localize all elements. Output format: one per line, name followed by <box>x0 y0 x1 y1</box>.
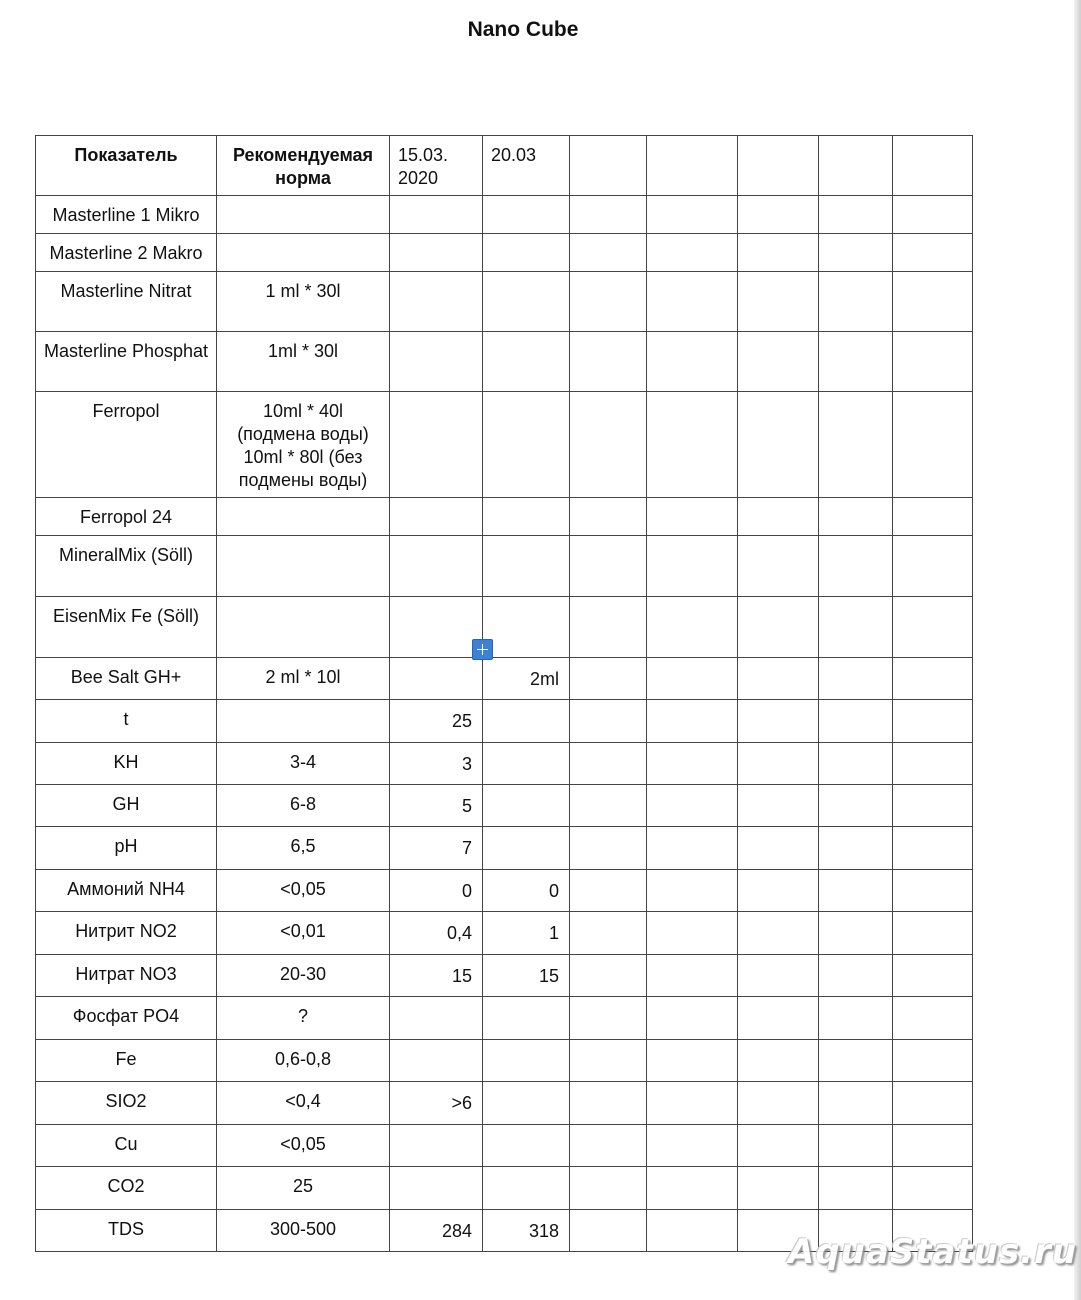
table-row <box>36 997 973 1040</box>
empty-cell[interactable] <box>570 1125 647 1167</box>
empty-cell[interactable] <box>819 196 893 234</box>
table-row <box>36 536 973 597</box>
date-2-value-cell[interactable] <box>483 785 570 827</box>
empty-cell[interactable] <box>893 498 973 536</box>
empty-cell[interactable] <box>570 1040 647 1082</box>
empty-cell[interactable] <box>738 658 819 700</box>
date-2-value-cell[interactable] <box>483 272 570 332</box>
norm-cell[interactable] <box>217 536 390 597</box>
empty-cell[interactable] <box>819 912 893 955</box>
empty-cell[interactable] <box>738 136 819 196</box>
header-norm[interactable]: Рекомендуемая норма <box>217 136 390 196</box>
empty-cell[interactable] <box>893 234 973 272</box>
table-row <box>36 1125 973 1167</box>
parameter-cell[interactable]: MineralMix (Söll) <box>36 536 217 597</box>
empty-cell[interactable] <box>893 743 973 785</box>
date-1-value-cell[interactable] <box>390 196 483 234</box>
empty-cell[interactable] <box>570 136 647 196</box>
empty-cell[interactable] <box>819 597 893 658</box>
table-row <box>36 955 973 997</box>
empty-cell[interactable] <box>738 955 819 997</box>
empty-cell[interactable] <box>893 827 973 870</box>
empty-cell[interactable] <box>893 136 973 196</box>
empty-cell[interactable] <box>647 870 738 912</box>
table-row <box>36 1082 973 1125</box>
move-handle-icon[interactable] <box>472 639 493 660</box>
empty-cell[interactable] <box>738 827 819 870</box>
date-1-value-cell[interactable]: 7 <box>390 827 483 870</box>
empty-cell[interactable] <box>819 997 893 1040</box>
date-1-value-cell[interactable] <box>390 1040 483 1082</box>
empty-cell[interactable] <box>570 536 647 597</box>
norm-cell[interactable] <box>217 234 390 272</box>
norm-cell[interactable]: 6-8 <box>217 785 390 827</box>
empty-cell[interactable] <box>893 1040 973 1082</box>
empty-cell[interactable] <box>893 196 973 234</box>
empty-cell[interactable] <box>819 658 893 700</box>
empty-cell[interactable] <box>570 955 647 997</box>
empty-cell[interactable] <box>647 234 738 272</box>
empty-cell[interactable] <box>819 1125 893 1167</box>
date-2-value-cell[interactable]: 1 <box>483 912 570 955</box>
empty-cell[interactable] <box>570 870 647 912</box>
empty-cell[interactable] <box>570 392 647 498</box>
empty-cell[interactable] <box>647 955 738 997</box>
empty-cell[interactable] <box>570 234 647 272</box>
empty-cell[interactable] <box>893 1082 973 1125</box>
table-row <box>36 498 973 536</box>
empty-cell[interactable] <box>570 1082 647 1125</box>
table-row <box>36 870 973 912</box>
empty-cell[interactable] <box>647 1082 738 1125</box>
date-1-value-cell[interactable] <box>390 272 483 332</box>
parameter-cell[interactable]: pH <box>36 827 217 870</box>
norm-cell[interactable]: ? <box>217 997 390 1040</box>
table-row <box>36 392 973 498</box>
empty-cell[interactable] <box>819 392 893 498</box>
parameter-cell[interactable]: SIO2 <box>36 1082 217 1125</box>
table-row <box>36 196 973 234</box>
date-1-value-cell[interactable]: 0 <box>390 870 483 912</box>
norm-cell[interactable]: 1 ml * 30l <box>217 272 390 332</box>
date-2-value-cell[interactable] <box>483 392 570 498</box>
empty-cell[interactable] <box>647 498 738 536</box>
empty-cell[interactable] <box>893 597 973 658</box>
empty-cell[interactable] <box>819 700 893 743</box>
empty-cell[interactable] <box>570 1167 647 1210</box>
empty-cell[interactable] <box>647 912 738 955</box>
empty-cell[interactable] <box>738 700 819 743</box>
date-1-value-cell[interactable]: >6 <box>390 1082 483 1125</box>
empty-cell[interactable] <box>819 1040 893 1082</box>
empty-cell[interactable] <box>819 870 893 912</box>
table-row <box>36 912 973 955</box>
empty-cell[interactable] <box>819 785 893 827</box>
empty-cell[interactable] <box>647 1167 738 1210</box>
date-1-value-cell[interactable]: 284 <box>390 1210 483 1252</box>
date-2-value-cell[interactable] <box>483 234 570 272</box>
norm-cell[interactable]: 25 <box>217 1167 390 1210</box>
empty-cell[interactable] <box>893 658 973 700</box>
empty-cell[interactable] <box>738 597 819 658</box>
empty-cell[interactable] <box>819 1167 893 1210</box>
date-2-value-cell[interactable] <box>483 700 570 743</box>
date-1-value-cell[interactable] <box>390 997 483 1040</box>
empty-cell[interactable] <box>647 536 738 597</box>
table-row <box>36 658 973 700</box>
norm-cell[interactable]: 6,5 <box>217 827 390 870</box>
date-1-value-cell[interactable] <box>390 498 483 536</box>
empty-cell[interactable] <box>738 392 819 498</box>
date-2-value-cell[interactable] <box>483 597 570 658</box>
empty-cell[interactable] <box>738 743 819 785</box>
empty-cell[interactable] <box>647 1040 738 1082</box>
empty-cell[interactable] <box>893 785 973 827</box>
empty-cell[interactable] <box>647 1210 738 1252</box>
empty-cell[interactable] <box>738 1082 819 1125</box>
date-1-value-cell[interactable] <box>390 658 483 700</box>
date-2-value-cell[interactable] <box>483 1125 570 1167</box>
empty-cell[interactable] <box>738 536 819 597</box>
empty-cell[interactable] <box>819 332 893 392</box>
date-1-value-cell[interactable]: 3 <box>390 743 483 785</box>
empty-cell[interactable] <box>893 955 973 997</box>
date-1-value-cell[interactable] <box>390 392 483 498</box>
norm-cell[interactable]: 300-500 <box>217 1210 390 1252</box>
empty-cell[interactable] <box>647 136 738 196</box>
date-2-value-cell[interactable] <box>483 536 570 597</box>
empty-cell[interactable] <box>819 1082 893 1125</box>
empty-cell[interactable] <box>738 498 819 536</box>
date-2-value-cell[interactable] <box>483 827 570 870</box>
date-2-value-cell[interactable]: 318 <box>483 1210 570 1252</box>
date-1-value-cell[interactable] <box>390 234 483 272</box>
empty-cell[interactable] <box>647 332 738 392</box>
date-2-value-cell[interactable] <box>483 997 570 1040</box>
empty-cell[interactable] <box>738 912 819 955</box>
header-parameter[interactable]: Показатель <box>36 136 217 196</box>
table-row <box>36 700 973 743</box>
empty-cell[interactable] <box>738 997 819 1040</box>
empty-cell[interactable] <box>819 955 893 997</box>
parameter-cell[interactable]: Cu <box>36 1125 217 1167</box>
empty-cell[interactable] <box>819 498 893 536</box>
empty-cell[interactable] <box>570 498 647 536</box>
norm-cell[interactable]: <0,05 <box>217 1125 390 1167</box>
parameter-cell[interactable]: Masterline Nitrat <box>36 272 217 332</box>
empty-cell[interactable] <box>738 196 819 234</box>
table-row <box>36 234 973 272</box>
parameter-cell[interactable]: KH <box>36 743 217 785</box>
date-1-value-cell[interactable]: 5 <box>390 785 483 827</box>
empty-cell[interactable] <box>647 700 738 743</box>
date-2-value-cell[interactable] <box>483 1167 570 1210</box>
table-row <box>36 827 973 870</box>
parameter-cell[interactable]: CO2 <box>36 1167 217 1210</box>
empty-cell[interactable] <box>647 997 738 1040</box>
empty-cell[interactable] <box>647 785 738 827</box>
empty-cell[interactable] <box>647 658 738 700</box>
parameter-cell[interactable]: Ferropol 24 <box>36 498 217 536</box>
empty-cell[interactable] <box>819 827 893 870</box>
watermark-logo: AquaStatus.ru <box>788 1232 1078 1272</box>
empty-cell[interactable] <box>893 332 973 392</box>
date-2-value-cell[interactable]: 2ml <box>483 658 570 700</box>
date-2-value-cell[interactable] <box>483 1040 570 1082</box>
table-row <box>36 785 973 827</box>
empty-cell[interactable] <box>570 196 647 234</box>
date-2-value-cell[interactable] <box>483 1082 570 1125</box>
empty-cell[interactable] <box>570 912 647 955</box>
empty-cell[interactable] <box>570 997 647 1040</box>
page-edge-shadow <box>1074 0 1081 1300</box>
parameter-cell[interactable]: Нитрат NO3 <box>36 955 217 997</box>
empty-cell[interactable] <box>647 272 738 332</box>
empty-cell[interactable] <box>647 743 738 785</box>
empty-cell[interactable] <box>893 1167 973 1210</box>
parameter-cell[interactable]: Нитрит NO2 <box>36 912 217 955</box>
empty-cell[interactable] <box>570 658 647 700</box>
empty-cell[interactable] <box>819 272 893 332</box>
empty-cell[interactable] <box>738 332 819 392</box>
norm-cell[interactable] <box>217 700 390 743</box>
header-date-2[interactable]: 20.03 <box>483 136 570 196</box>
date-1-value-cell[interactable]: 25 <box>390 700 483 743</box>
norm-cell[interactable]: 2 ml * 10l <box>217 658 390 700</box>
parameter-cell[interactable]: EisenMix Fe (Söll) <box>36 597 217 658</box>
parameter-cell[interactable]: Ferropol <box>36 392 217 498</box>
parameter-cell[interactable]: t <box>36 700 217 743</box>
date-1-value-cell[interactable]: 15 <box>390 955 483 997</box>
empty-cell[interactable] <box>893 1125 973 1167</box>
parameter-cell[interactable]: Аммоний NH4 <box>36 870 217 912</box>
date-1-value-cell[interactable] <box>390 536 483 597</box>
empty-cell[interactable] <box>819 234 893 272</box>
date-2-value-cell[interactable] <box>483 743 570 785</box>
table-row <box>36 272 973 332</box>
norm-cell[interactable]: <0,01 <box>217 912 390 955</box>
norm-cell[interactable]: 10ml * 40l (подмена воды) 10ml * 80l (без подмены воды) <box>217 392 390 498</box>
empty-cell[interactable] <box>570 1210 647 1252</box>
empty-cell[interactable] <box>647 196 738 234</box>
document-title: Nano Cube <box>467 18 579 41</box>
table-row <box>36 1040 973 1082</box>
norm-cell[interactable] <box>217 498 390 536</box>
empty-cell[interactable] <box>738 234 819 272</box>
parameter-cell[interactable]: Masterline Phosphat <box>36 332 217 392</box>
norm-cell[interactable]: 20-30 <box>217 955 390 997</box>
date-1-value-cell[interactable] <box>390 1125 483 1167</box>
date-2-value-cell[interactable]: 0 <box>483 870 570 912</box>
empty-cell[interactable] <box>893 997 973 1040</box>
date-1-value-cell[interactable] <box>390 597 483 658</box>
parameter-cell[interactable]: Bee Salt GH+ <box>36 658 217 700</box>
norm-cell[interactable]: <0,05 <box>217 870 390 912</box>
table-row <box>36 332 973 392</box>
empty-cell[interactable] <box>893 870 973 912</box>
table-row <box>36 743 973 785</box>
empty-cell[interactable] <box>893 700 973 743</box>
norm-cell[interactable] <box>217 597 390 658</box>
parameter-cell[interactable]: Masterline 2 Makro <box>36 234 217 272</box>
date-2-value-cell[interactable] <box>483 196 570 234</box>
empty-cell[interactable] <box>570 785 647 827</box>
empty-cell[interactable] <box>738 1040 819 1082</box>
empty-cell[interactable] <box>738 1125 819 1167</box>
date-1-value-cell[interactable] <box>390 1167 483 1210</box>
empty-cell[interactable] <box>738 1167 819 1210</box>
empty-cell[interactable] <box>570 332 647 392</box>
parameter-cell[interactable]: TDS <box>36 1210 217 1252</box>
empty-cell[interactable] <box>647 597 738 658</box>
empty-cell[interactable] <box>819 743 893 785</box>
empty-cell[interactable] <box>647 1125 738 1167</box>
empty-cell[interactable] <box>738 272 819 332</box>
empty-cell[interactable] <box>647 827 738 870</box>
empty-cell[interactable] <box>819 536 893 597</box>
parameter-cell[interactable]: GH <box>36 785 217 827</box>
table-header-row <box>36 136 973 196</box>
empty-cell[interactable] <box>647 392 738 498</box>
table-row <box>36 1167 973 1210</box>
parameter-cell[interactable]: Masterline 1 Mikro <box>36 196 217 234</box>
norm-cell[interactable]: 3-4 <box>217 743 390 785</box>
date-2-value-cell[interactable] <box>483 332 570 392</box>
measurements-table[interactable] <box>35 135 973 1252</box>
header-date-1[interactable]: 15.03. 2020 <box>390 136 483 196</box>
empty-cell[interactable] <box>570 743 647 785</box>
date-1-value-cell[interactable]: 0,4 <box>390 912 483 955</box>
date-2-value-cell[interactable] <box>483 498 570 536</box>
date-2-value-cell[interactable]: 15 <box>483 955 570 997</box>
parameter-cell[interactable]: Фосфат PO4 <box>36 997 217 1040</box>
empty-cell[interactable] <box>893 272 973 332</box>
empty-cell[interactable] <box>570 272 647 332</box>
empty-cell[interactable] <box>570 700 647 743</box>
empty-cell[interactable] <box>570 597 647 658</box>
empty-cell[interactable] <box>738 870 819 912</box>
norm-cell[interactable]: 1ml * 30l <box>217 332 390 392</box>
empty-cell[interactable] <box>819 136 893 196</box>
empty-cell[interactable] <box>893 912 973 955</box>
empty-cell[interactable] <box>893 392 973 498</box>
parameter-cell[interactable]: Fe <box>36 1040 217 1082</box>
norm-cell[interactable]: <0,4 <box>217 1082 390 1125</box>
norm-cell[interactable] <box>217 196 390 234</box>
date-1-value-cell[interactable] <box>390 332 483 392</box>
empty-cell[interactable] <box>893 536 973 597</box>
empty-cell[interactable] <box>570 827 647 870</box>
norm-cell[interactable]: 0,6-0,8 <box>217 1040 390 1082</box>
empty-cell[interactable] <box>738 785 819 827</box>
table-row <box>36 597 973 658</box>
